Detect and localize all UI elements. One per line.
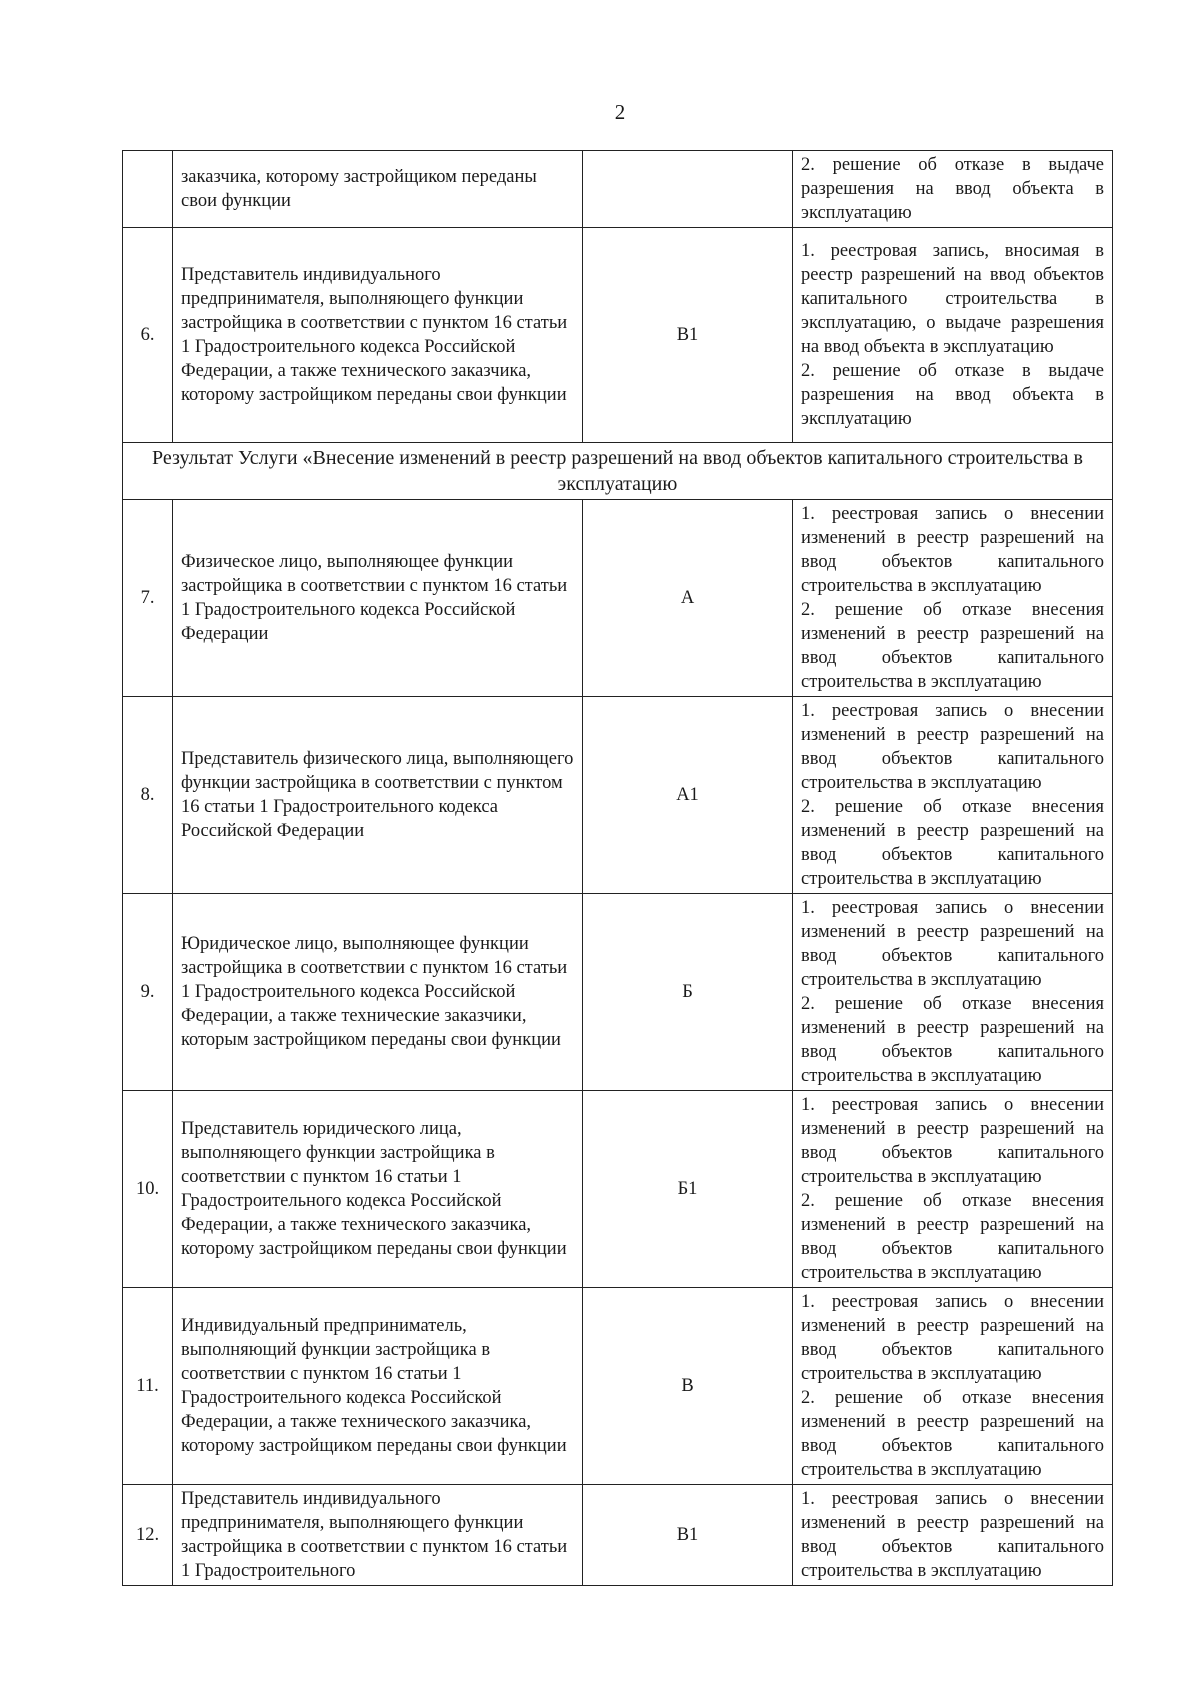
result-cell: [793, 1485, 1113, 1586]
applicant-cell: Индивидуальный предприниматель, выполняющий функции застройщика в соответствии с пунктом 16 статьи 1 Градостроительного кодекса Российской Федерации, а также технического заказчика, которому застройщиком переданы свои функции: [173, 1288, 583, 1485]
applicant-cell: Представитель физического лица, выполняющего функции застройщика в соответствии с пунктом 16 статьи 1 Градостроительного кодекса Российской Федерации: [173, 697, 583, 894]
result-item: 1. реестровая запись о внесении изменений в реестр разрешений на ввод объектов капитального строительства в эксплуатацию: [801, 1489, 1104, 1581]
result-item: 2. решение об отказе внесения изменений в реестр разрешений на ввод объектов капитального строительства в эксплуатацию: [801, 797, 1104, 889]
table-row: [123, 1091, 1113, 1288]
result-cell: [793, 697, 1113, 894]
result-item: 1. реестровая запись о внесении изменений в реестр разрешений на ввод объектов капитального строительства в эксплуатацию: [801, 898, 1104, 990]
result-item: 2. решение об отказе внесения изменений в реестр разрешений на ввод объектов капитального строительства в эксплуатацию: [801, 600, 1104, 692]
category-cell: В: [583, 1288, 793, 1485]
result-cell: [793, 500, 1113, 697]
section-title: Результат Услуги «Внесение изменений в реестр разрешений на ввод объектов капитального строительства в эксплуатацию: [123, 443, 1113, 500]
table-row: [123, 1288, 1113, 1485]
table-row: [123, 894, 1113, 1091]
result-item: 2. решение об отказе внесения изменений в реестр разрешений на ввод объектов капитального строительства в эксплуатацию: [801, 1191, 1104, 1283]
row-number: [123, 151, 173, 228]
row-number: 12.: [123, 1485, 173, 1586]
category-cell: В1: [583, 1485, 793, 1586]
table-row: [123, 697, 1113, 894]
result-cell: [793, 894, 1113, 1091]
section-header-row: [123, 443, 1113, 500]
category-cell: [583, 151, 793, 228]
result-item: 1. реестровая запись о внесении изменений в реестр разрешений на ввод объектов капитального строительства в эксплуатацию: [801, 1292, 1104, 1384]
category-cell: Б1: [583, 1091, 793, 1288]
category-cell: А1: [583, 697, 793, 894]
row-number: 7.: [123, 500, 173, 697]
applicant-cell: Представитель индивидуального предпринимателя, выполняющего функции застройщика в соответствии с пунктом 16 статьи 1 Градостроительного кодекса Российской Федерации, а также технического заказчика, которому застройщиком переданы свои функции: [173, 228, 583, 443]
row-number: 11.: [123, 1288, 173, 1485]
result-item: 2. решение об отказе в выдаче разрешения на ввод объекта в эксплуатацию: [801, 361, 1104, 429]
category-cell: В1: [583, 228, 793, 443]
category-cell: А: [583, 500, 793, 697]
table-row: [123, 228, 1113, 443]
page-number: 2: [614, 100, 626, 124]
result-cell: [793, 228, 1113, 443]
result-item: 2. решение об отказе внесения изменений в реестр разрешений на ввод объектов капитального строительства в эксплуатацию: [801, 994, 1104, 1086]
row-number: 9.: [123, 894, 173, 1091]
table-row: [123, 151, 1113, 228]
applicant-cell: заказчика, которому застройщиком переданы свои функции: [173, 151, 583, 228]
applicant-cell: Представитель индивидуального предпринимателя, выполняющего функции застройщика в соответствии с пунктом 16 статьи 1 Градостроительного: [173, 1485, 583, 1586]
applicant-cell: Физическое лицо, выполняющее функции застройщика в соответствии с пунктом 16 статьи 1 Градостроительного кодекса Российской Федерации: [173, 500, 583, 697]
row-number: 6.: [123, 228, 173, 443]
result-cell: [793, 1288, 1113, 1485]
results-table: [122, 150, 1113, 1586]
category-cell: Б: [583, 894, 793, 1091]
result-item: 1. реестровая запись о внесении изменений в реестр разрешений на ввод объектов капитального строительства в эксплуатацию: [801, 1095, 1104, 1187]
result-item: 2. решение об отказе в выдаче разрешения на ввод объекта в эксплуатацию: [801, 155, 1104, 223]
result-item: 1. реестровая запись, вносимая в реестр разрешений на ввод объектов капитального строительства в эксплуатацию, о выдаче разрешения на ввод объекта в эксплуатацию: [801, 241, 1104, 357]
result-cell: [793, 151, 1113, 228]
applicant-cell: Юридическое лицо, выполняющее функции застройщика в соответствии с пунктом 16 статьи 1 Градостроительного кодекса Российской Федерации, а также технические заказчики, которым застройщиком переданы свои функции: [173, 894, 583, 1091]
row-number: 10.: [123, 1091, 173, 1288]
result-item: 1. реестровая запись о внесении изменений в реестр разрешений на ввод объектов капитального строительства в эксплуатацию: [801, 504, 1104, 596]
result-item: 1. реестровая запись о внесении изменений в реестр разрешений на ввод объектов капитального строительства в эксплуатацию: [801, 701, 1104, 793]
table-row: [123, 1485, 1113, 1586]
result-cell: [793, 1091, 1113, 1288]
table-row: [123, 500, 1113, 697]
applicant-cell: Представитель юридического лица, выполняющего функции застройщика в соответствии с пунктом 16 статьи 1 Градостроительного кодекса Российской Федерации, а также технического заказчика, которому застройщиком переданы свои функции: [173, 1091, 583, 1288]
result-item: 2. решение об отказе внесения изменений в реестр разрешений на ввод объектов капитального строительства в эксплуатацию: [801, 1388, 1104, 1480]
row-number: 8.: [123, 697, 173, 894]
